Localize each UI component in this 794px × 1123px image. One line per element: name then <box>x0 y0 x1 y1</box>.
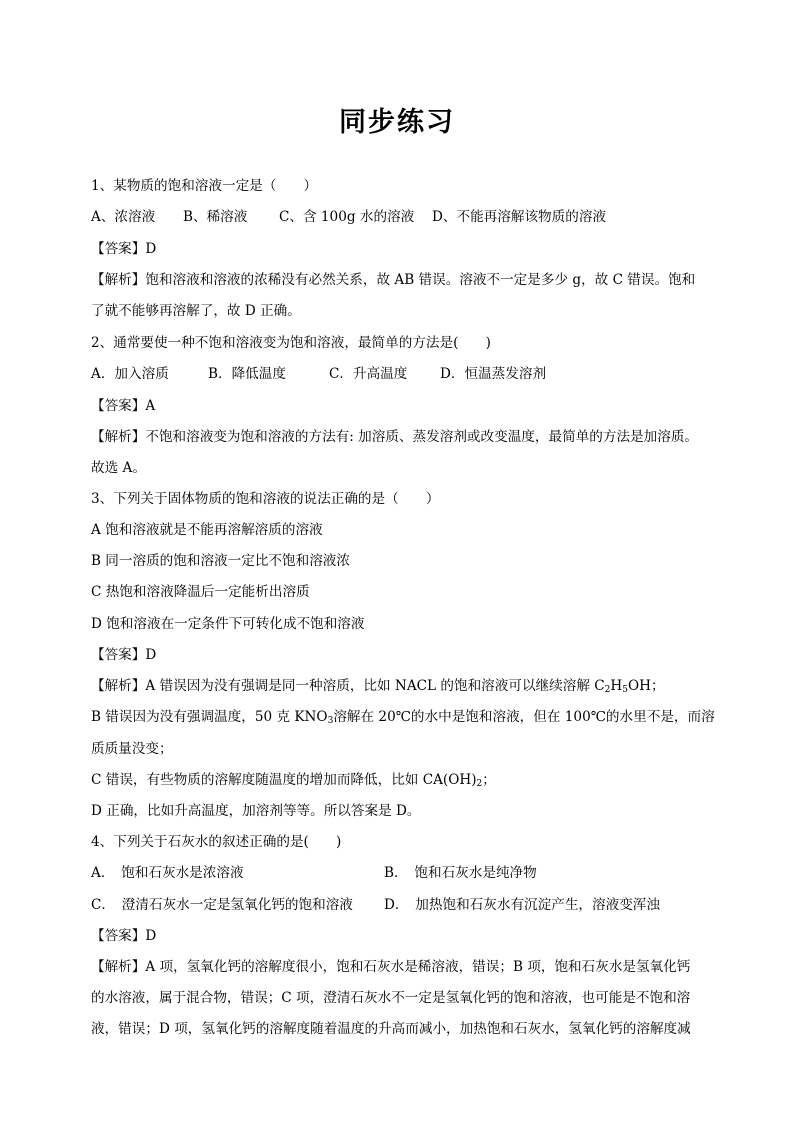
q2-option-a: A．加入溶质 <box>91 366 169 382</box>
q3-stem: 3、下列关于固体物质的饱和溶液的说法正确的是（ ） <box>91 491 440 507</box>
q3-option-a: A 饱和溶液就是不能再溶解溶质的溶液 <box>91 522 323 538</box>
q2-analysis-line-1: 【解析】不饱和溶液变为饱和溶液的方法有: 加溶质、蒸发溶剂或改变温度，最简单的方法是加溶质。 <box>91 429 699 445</box>
q2-analysis-line-2: 故选 A。 <box>91 460 146 476</box>
subscript-2: 2 <box>604 685 611 695</box>
q2-answer: 【答案】A <box>91 398 156 414</box>
q3-option-d: D 饱和溶液在一定条件下可转化成不饱和溶液 <box>91 616 365 632</box>
q3-analysis-c <box>91 770 711 790</box>
q4-option-c: C． 澄清石灰水一定是氢氧化钙的饱和溶液 <box>91 897 353 913</box>
q3-option-c: C 热饱和溶液降温后一定能析出溶质 <box>91 584 310 600</box>
q3-analysis-d: D 正确，比如升高温度，加溶剂等等。所以答案是 D。 <box>91 803 421 819</box>
q1-option-c: C、含 100g 水的溶液 <box>279 209 415 225</box>
q3-analysis-b-text-cont: 溶解在 20℃的水中是饱和溶液，但在 100℃的水里不是，而溶 <box>333 709 715 725</box>
q4-option-b: B． 饱和石灰水是纯净物 <box>384 865 537 881</box>
q1-option-b: B、稀溶液 <box>183 209 248 225</box>
q2-stem: 2、通常要使一种不饱和溶液变为饱和溶液，最简单的方法是( ) <box>91 335 491 351</box>
q3-option-b: B 同一溶质的饱和溶液一定比不饱和溶液浓 <box>91 553 350 569</box>
formula-h: H <box>610 678 623 694</box>
subscript-5: 5 <box>622 685 628 695</box>
q4-analysis-line-1: 【解析】A 项，氢氧化钙的溶解度很小，饱和石灰水是稀溶液，错误；B 项，饱和石灰水是氢氧化钙 <box>91 959 691 975</box>
q3-analysis-a-text: 【解析】A 错误因为没有强调是同一种溶质，比如 NACL 的饱和溶液可以继续溶解 C <box>91 678 605 694</box>
formula-oh: OH； <box>627 678 665 694</box>
q3-answer: 【答案】D <box>91 647 157 663</box>
q1-analysis-line-1: 【解析】饱和溶液和溶液的浓稀没有必然关系，故 AB 错误。溶液不一定是多少 g，故 C 错误。饱和 <box>91 272 696 288</box>
q4-analysis-line-2: 的水溶液，属于混合物，错误；C 项，澄清石灰水不一定是氢氧化钙的饱和溶液，也可能是不饱和溶 <box>91 990 691 1006</box>
q3-analysis-b-text: B 错误因为没有强调温度，50 克 KNO <box>91 709 328 725</box>
q1-option-a: A、浓溶液 <box>91 209 156 225</box>
q1-answer: 【答案】D <box>91 241 157 257</box>
q4-analysis-line-3: 液，错误；D 项，氢氧化钙的溶解度随着温度的升高而减小，加热饱和石灰水，氢氧化钙的溶解度减 <box>91 1021 691 1037</box>
q4-stem: 4、下列关于石灰水的叙述正确的是( ) <box>91 834 342 850</box>
subscript-2: 2 <box>476 779 483 789</box>
q2-option-c: C．升高温度 <box>329 366 408 382</box>
q3-analysis-c-text-cont: ； <box>482 772 496 788</box>
q2-option-d: D．恒温蒸发溶剂 <box>440 366 547 382</box>
q4-option-a: A． 饱和石灰水是浓溶液 <box>91 865 244 881</box>
q3-analysis-a <box>91 676 711 696</box>
q3-analysis-c-text: C 错误，有些物质的溶解度随温度的增加而降低，比如 CA(OH) <box>91 772 477 788</box>
q1-option-d: D、不能再溶解该物质的溶液 <box>432 209 607 225</box>
q4-option-d: D． 加热饱和石灰水有沉淀产生，溶液变浑浊 <box>384 897 660 913</box>
q3-analysis-b <box>91 707 715 727</box>
q1-analysis-line-2: 了就不能够再溶解了，故 D 正确。 <box>91 303 301 319</box>
q1-stem: 1、某物质的饱和溶液一定是（ ） <box>91 178 318 194</box>
q2-option-b: B．降低温度 <box>208 366 286 382</box>
page-title: 同步练习 <box>339 107 455 138</box>
q3-analysis-b-line-2: 质质量没变； <box>91 741 173 757</box>
subscript-3: 3 <box>327 716 334 726</box>
q4-answer: 【答案】D <box>91 928 157 944</box>
